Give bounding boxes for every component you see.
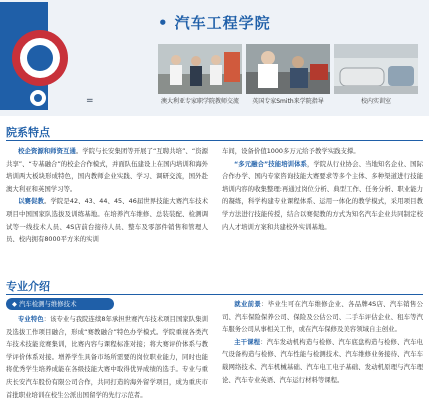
paragraph xyxy=(222,298,423,336)
paragraph-text: ，学院从行业协会、当地知名企业、国际合作办学、国内专家咨询技能大赛要求等多个主体、多种渠道进行技能培训内容的收集整理:再通过岗位分析、典型工作、任务分析、职业能力的凝练，科学构建专业课程体系、运用一体化的教学模式，采用项目教学方法进行技能传授，结合以赛促教的方式为知名汽车企业共同制定校内人才培训方案和共建校外实训基地。 xyxy=(222,159,424,231)
paragraph-lead: “多元融合”技能培训体系 xyxy=(234,159,307,168)
paragraph-lead: 专业特色 xyxy=(18,315,44,323)
paragraph-text: ：该专业与我院连续8年承担世赛汽车技术项目国家队集训及选拔工作项目融合，形成“赛教融合”特色办学模式。学院重视各类汽车技术技能竞赛集训，比赛内容与课程标准对接；将大赛评价体系与教学评价体系对接。增养学生具备市场所需要的岗位职业能力，同时也能将优秀学生培养成能在各级技能大赛中取得优异成绩的选手。专业与重庆长安汽车股份有限公司合作，共同打造的海外留学项目，成为重庆市首批职业培训在校生公派出国留学的先行示范者。 xyxy=(6,315,208,399)
school-logo xyxy=(0,2,72,110)
paragraph xyxy=(222,145,423,158)
photo-caption: 校内实训室 xyxy=(360,98,391,105)
photo-caption: 澳大利亚专家职学院教师交流 xyxy=(160,98,239,105)
major-badge: ◆ 汽车检测与维修技术 xyxy=(6,298,114,310)
page-title xyxy=(158,12,271,33)
paragraph-lead: 就业前景 xyxy=(234,300,262,308)
paragraph xyxy=(222,336,423,386)
section-title-features: 院系特点 xyxy=(6,126,50,139)
paragraph-lead: 主干课程 xyxy=(234,337,261,346)
paragraph-lead: 以赛促教 xyxy=(18,197,44,206)
bullet-dot: • xyxy=(158,14,169,32)
paragraph xyxy=(222,158,423,234)
features-left-column xyxy=(6,145,208,246)
section-title-majors: 专业介绍 xyxy=(6,280,50,293)
paragraph xyxy=(6,145,208,195)
paragraph-text: 。学院是42、43、44、45、46届世界技能大赛汽车技术项目中国国家队选拔及训练基地。在培养汽车维修、总装装配、检测调试等一线技术人员、4S店前台接待人员、整车及零部件销售和管理人员、校内拥有8000平方米的实训 xyxy=(6,197,208,244)
paragraph-text: 车间，设备价值1000多万元给予教学实践支撑。 xyxy=(222,147,360,155)
paragraph-text: 。学院与长安集团等开展了“互聘共培”、“资源共享”、“专基融合”的校企合作模式，并面队伍建设上在国内培训和海外培训两大板块形成特色，国内教师企业实践、学习、调研交流，国外赴澳大利亚和英国学习等。 xyxy=(6,147,209,193)
photo-training-room xyxy=(334,44,418,94)
majors-left-column xyxy=(6,313,208,401)
photo-guidance xyxy=(246,44,330,94)
paragraph-text: ：毕业生可在汽车维修企业、各品牌4S店、汽车销售公司、汽车保险保养公司、保险及公估公司、二手车评估企业、租车等汽车服务公司从事相关工作，或在汽车保修及美容领域自主创业。 xyxy=(222,300,424,334)
paragraph-text: ：汽车发动机构造与检修、汽车底盘构造与检修、汽车电气设备构造与检修、汽车性能与检测技术、汽车维修业务接待、汽车车载网络技术、汽车机械基础、汽车电工电子基础、发动机原理与汽车理论、汽车专业英语、汽车运行材料等课程。 xyxy=(222,337,424,384)
paragraph xyxy=(6,313,208,401)
paragraph xyxy=(6,195,208,245)
photo-caption: 英国专家Smith来学院指导 xyxy=(252,98,324,105)
section-divider xyxy=(6,294,423,295)
major-badge-label: 汽车检测与维修技术 xyxy=(18,300,77,308)
college-name: 汽车工程学院 xyxy=(174,14,271,32)
photo-strip xyxy=(158,44,420,108)
decoration-mark: = xyxy=(86,96,95,106)
majors-right-column xyxy=(222,298,423,386)
paragraph-lead: 校企资源和师资互通 xyxy=(18,147,76,155)
photo-exchange xyxy=(158,44,242,94)
features-right-column xyxy=(222,145,423,233)
section-divider xyxy=(6,140,423,141)
